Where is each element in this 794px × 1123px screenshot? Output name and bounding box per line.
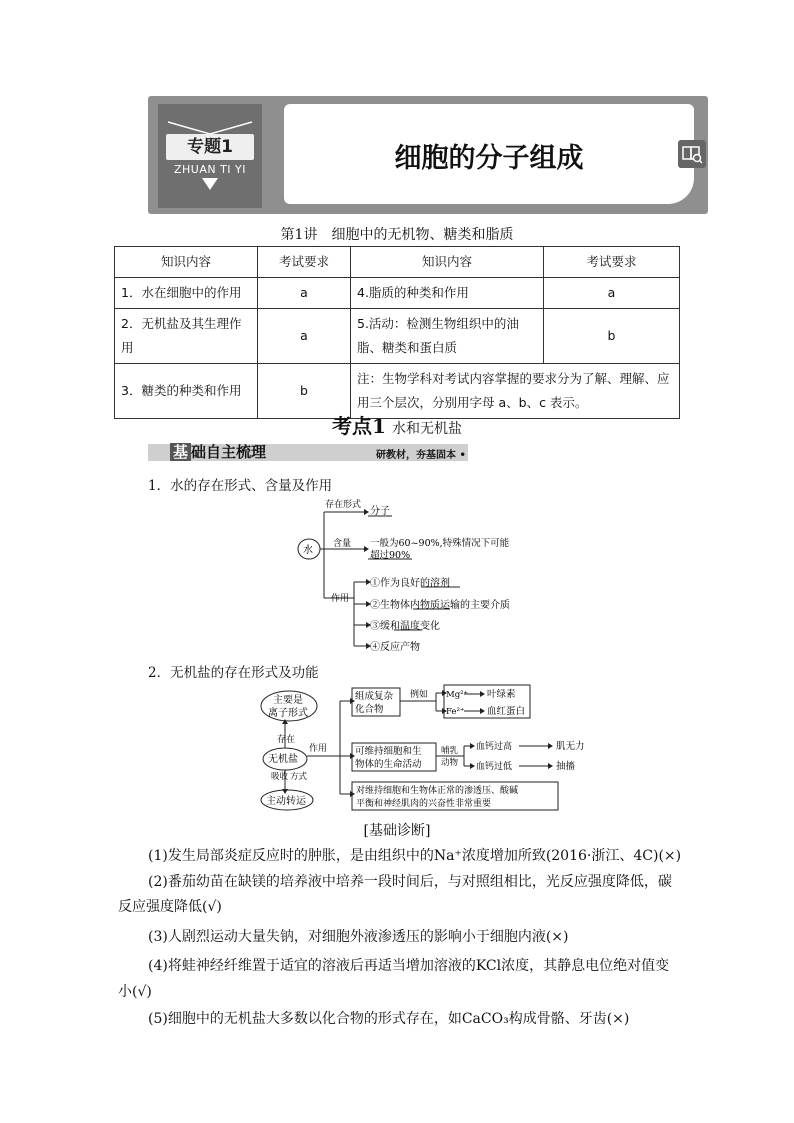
salt-center: 无机盐 — [268, 754, 298, 765]
table-header: 知识内容 — [115, 247, 258, 278]
water-function: ③缓和温度变化 — [370, 621, 440, 632]
kaodian-title: 水和无机盐 — [391, 421, 462, 437]
salt-box2: 可维持细胞和生 — [355, 746, 422, 757]
water-branch-value: 超过90% — [370, 550, 411, 561]
kaodian-label: 考点1 — [332, 414, 386, 438]
water-function: ②生物体内物质运输的主要介质 — [370, 600, 510, 611]
salt-fe-result: 血红蛋白 — [487, 706, 526, 717]
salt-ca-low: 血钙过低 — [476, 762, 513, 772]
salt-box3: 平衡和神经肌肉的兴奋性非常重要 — [356, 799, 492, 809]
salt-absorb-label: 吸收 — [271, 772, 289, 782]
salt-role-label: 作用 — [309, 744, 328, 754]
diagnosis-line: (3)人剧烈运动大量失钠，对细胞外液渗透压的影响小于细胞内液(×) — [148, 929, 569, 945]
page-title: 细胞的分子组成 — [394, 143, 584, 174]
water-function: ①作为良好的溶剂 — [370, 578, 450, 589]
water-branch-value: 一般为60~90%,特殊情况下可能 — [370, 538, 510, 549]
salt-box1: 组成复杂 — [355, 691, 394, 702]
salt-mg-result: 叶绿素 — [487, 689, 516, 700]
water-branch-label: 含量 — [333, 539, 352, 549]
salt-example-label: 例如 — [410, 690, 429, 700]
diagnosis-line: (2)番茄幼苗在缺镁的培养液中培养一段时间后，与对照组相比，光反应强度降低，碳 — [148, 874, 672, 890]
lecture-title: 第1讲 细胞中的无机物、糖类和脂质 — [280, 227, 514, 243]
diagnosis-line: 小(√) — [118, 984, 152, 1000]
heading-water: 1．水的存在形式、含量及作用 — [148, 478, 333, 494]
diagnosis-line: 反应强度降低(√) — [118, 899, 222, 915]
table-cell: 4.脂质的种类和作用 — [351, 278, 544, 309]
table-cell: a — [258, 278, 351, 309]
table-cell: 5.活动：检测生物组织中的油脂、糖类和蛋白质 — [351, 309, 544, 364]
table-header: 考试要求 — [544, 247, 680, 278]
diagnosis-line: (5)细胞中的无机盐大多数以化合物的形式存在，如CaCO₃构成骨骼、牙齿(×) — [148, 1011, 630, 1027]
table-header: 知识内容 — [351, 247, 544, 278]
water-function: ④反应产物 — [370, 642, 420, 653]
section-tag: 研教材，夯基固本 • — [376, 450, 466, 461]
diagnosis-line: (4)将蛙神经纤维置于适宜的溶液后再适当增加溶液的KCl浓度，其静息电位绝对值变 — [148, 958, 670, 974]
salt-form-box: 主要是 — [273, 695, 303, 706]
salt-ca-high-result: 肌无力 — [556, 741, 585, 752]
badge-subtitle: ZHUAN TI YI — [173, 163, 247, 176]
salt-mammal-label: 动物 — [441, 758, 459, 768]
table-cell: b — [544, 309, 680, 364]
table-cell: a — [544, 278, 680, 309]
water-root-label: 水 — [303, 545, 313, 556]
salt-transport-box: 主动转运 — [266, 796, 306, 807]
table-header: 考试要求 — [258, 247, 351, 278]
salt-mammal-label: 哺乳 — [441, 746, 459, 756]
diagnosis-line: (1)发生局部炎症反应时的肿胀，是由组织中的Na⁺浓度增加所致(2016·浙江、4C)(×) — [148, 848, 682, 864]
table-note: 注：生物学科对考试内容掌握的要求分为了解、理解、应用三个层次，分别用字母 a、b、c 表示。 — [351, 364, 680, 419]
salt-box2: 物体的生命活动 — [355, 759, 422, 770]
table-cell: a — [258, 309, 351, 364]
water-branch-label: 存在形式 — [325, 500, 362, 510]
salt-ca-low-result: 抽搐 — [556, 761, 576, 772]
salt-absorb-label: 方式 — [290, 772, 308, 782]
salt-fe: Fe²⁺ — [446, 707, 465, 717]
table-cell: b — [258, 364, 351, 419]
badge-title: 专题1 — [166, 134, 254, 160]
table-cell: 2．无机盐及其生理作用 — [115, 309, 258, 364]
salt-mg: Mg²⁺ — [446, 690, 469, 700]
salt-box3: 对维持细胞和生物体正常的渗透压、酸碱 — [356, 786, 519, 796]
heading-salt: 2．无机盐的存在形式及功能 — [148, 665, 319, 681]
salt-form-box: 离子形式 — [268, 708, 308, 719]
diagnosis-title: [基础诊断] — [363, 823, 431, 839]
section-label: 基 础自主梳理 — [170, 441, 266, 462]
salt-exist-label: 存在 — [277, 735, 296, 745]
water-branch-label: 作用 — [331, 594, 350, 604]
table-cell: 1．水在细胞中的作用 — [115, 278, 258, 309]
salt-box1: 化合物 — [355, 704, 384, 715]
table-cell: 3．糖类的种类和作用 — [115, 364, 258, 419]
salt-ca-high: 血钙过高 — [476, 742, 513, 752]
water-branch-value: 分子 — [370, 506, 390, 517]
